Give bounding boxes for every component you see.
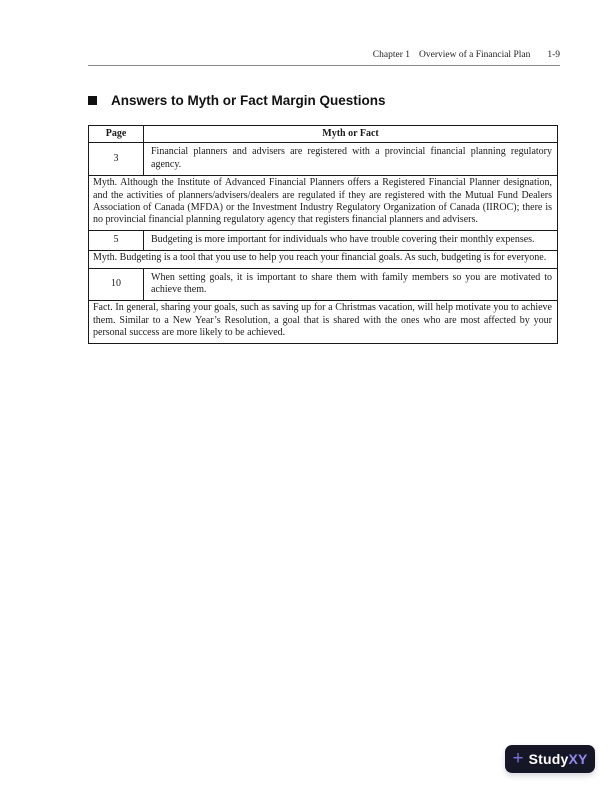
plus-icon: + (512, 747, 524, 769)
answer-row (89, 301, 558, 343)
table-header-row (89, 126, 558, 143)
question-cell: Budgeting is more important for individuals who have trouble covering their monthly expenses. (144, 230, 558, 250)
question-row (89, 230, 558, 250)
question-row (89, 143, 558, 176)
header-rule (88, 65, 560, 66)
running-header-chapter: Chapter 1 (372, 50, 410, 60)
question-cell: Financial planners and advisers are registered with a provincial financial planning regulatory agency. (144, 143, 558, 176)
brand-name-primary: Study (528, 751, 569, 767)
answer-cell: Myth. Budgeting is a tool that you use to help you reach your financial goals. As such, budgeting is for everyone. (89, 251, 558, 268)
brand-name-secondary: XY (568, 751, 588, 767)
section-heading (88, 93, 386, 108)
studyxy-badge (505, 745, 595, 773)
answer-cell: Myth. Although the Institute of Advanced Financial Planners offers a Registered Financial Planner designation, and the activities of planners/advisers/dealers are regulated if they are registered with the Mutual Fund Dealers Association of Canada (MFDA) or the Investment Industry Regulatory Organization of Canada (IIROC); there is no provincial financial planning regulatory agency that registers financial planners and advisers. (89, 176, 558, 231)
question-row (89, 268, 558, 301)
section-bullet-icon (88, 96, 97, 105)
running-header-title: Overview of a Financial Plan (419, 50, 531, 60)
running-header (88, 50, 560, 60)
column-header-myth-or-fact: Myth or Fact (144, 126, 558, 143)
page-number-cell: 5 (89, 230, 144, 250)
answer-row (89, 176, 558, 231)
myth-fact-table (88, 125, 558, 344)
page-number-cell: 3 (89, 143, 144, 176)
answer-cell: Fact. In general, sharing your goals, such as saving up for a Christmas vacation, will help motivate you to achieve them. Similar to a New Year’s Resolution, a goal that is shared with the ones who are most affected by your personal success are more likely to be achieved. (89, 301, 558, 343)
section-heading-text: Answers to Myth or Fact Margin Questions (111, 93, 386, 108)
answer-row (89, 251, 558, 268)
question-cell: When setting goals, it is important to share them with family members so you are motivated to achieve them. (144, 268, 558, 301)
page-number-cell: 10 (89, 268, 144, 301)
running-header-page-number: 1-9 (547, 50, 560, 60)
column-header-page: Page (89, 126, 144, 143)
